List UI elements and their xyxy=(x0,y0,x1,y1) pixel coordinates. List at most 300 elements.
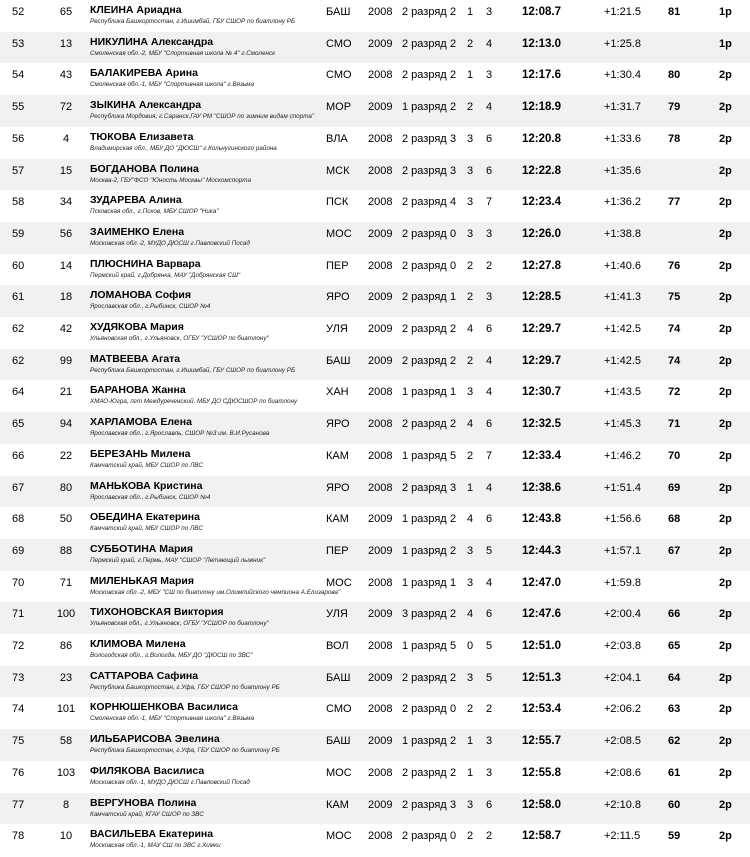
time-gap-cell: +1:43.5 xyxy=(604,386,642,399)
birth-year-cell: 2009 xyxy=(368,544,393,557)
time-gap-cell: +1:31.7 xyxy=(604,101,642,114)
place-cell: 59 xyxy=(12,227,25,240)
shooting-2-cell: 2 xyxy=(467,354,474,367)
category-cell: 2р xyxy=(719,418,732,431)
time-gap-cell: +1:40.6 xyxy=(604,259,642,272)
shooting-2-cell: 3 xyxy=(467,671,474,684)
category-cell: 2р xyxy=(719,830,732,843)
birth-year-cell: 2009 xyxy=(368,291,393,304)
shooting-2-cell: 3 xyxy=(467,798,474,811)
category-cell: 2р xyxy=(719,671,732,684)
sport-rank-cell: 2 разряд xyxy=(402,354,447,367)
points-cell: 62 xyxy=(668,735,681,748)
athlete-organization: Московская обл.-1, МУДО ДЮСШ г.Павловский Посад xyxy=(90,778,250,786)
result-time-cell: 12:08.7 xyxy=(522,6,562,18)
points-cell: 66 xyxy=(668,608,681,621)
table-row xyxy=(0,793,750,825)
shooting-1-cell: 0 xyxy=(450,259,457,272)
result-time-cell: 12:22.8 xyxy=(522,164,562,177)
athlete-name: ВЕРГУНОВА Полина xyxy=(90,796,197,809)
shooting-2-cell: 1 xyxy=(467,481,474,494)
bib-cell: 101 xyxy=(56,703,76,716)
points-cell: 61 xyxy=(668,766,681,779)
shooting-total-cell: 2 xyxy=(486,259,493,272)
shooting-total-cell: 6 xyxy=(486,418,493,431)
sport-rank-cell: 2 разряд xyxy=(402,830,447,843)
shooting-1-cell: 4 xyxy=(450,196,457,209)
result-time-cell: 12:53.4 xyxy=(522,703,562,716)
bib-cell: 58 xyxy=(59,735,73,748)
birth-year-cell: 2009 xyxy=(368,101,393,114)
points-cell: 74 xyxy=(668,354,681,367)
category-cell: 2р xyxy=(719,513,732,526)
bib-cell: 43 xyxy=(59,69,73,82)
birth-year-cell: 2008 xyxy=(368,481,393,494)
place-cell: 72 xyxy=(12,640,25,652)
athlete-name: БАЛАКИРЕВА Арина xyxy=(90,67,198,80)
category-cell: 2р xyxy=(719,703,732,716)
table-row xyxy=(0,729,750,761)
place-cell: 55 xyxy=(12,101,25,114)
shooting-total-cell: 3 xyxy=(486,69,493,82)
shooting-1-cell: 3 xyxy=(450,132,457,145)
table-row xyxy=(0,254,750,286)
points-cell: 63 xyxy=(668,703,681,716)
athlete-name: ТЮКОВА Елизавета xyxy=(90,130,194,143)
table-row xyxy=(0,539,750,571)
region-cell: СМО xyxy=(326,703,352,716)
time-gap-cell: +1:57.1 xyxy=(604,544,642,557)
category-cell: 2р xyxy=(719,291,732,304)
shooting-total-cell: 4 xyxy=(486,386,493,399)
shooting-1-cell: 1 xyxy=(450,291,457,304)
athlete-name: МАТВЕЕВА Агата xyxy=(90,352,181,365)
place-cell: 70 xyxy=(12,576,25,589)
athlete-organization: Псковская обл., г.Псков, МБУ СШОР "Ника" xyxy=(90,208,219,216)
category-cell: 2р xyxy=(719,69,732,82)
athlete-name: ОБЕДИНА Екатерина xyxy=(90,511,200,524)
athlete-organization: Вологодская обл., г.Вологда, МБУ ДО "ДЮСШ по ЗВС" xyxy=(90,652,253,659)
result-time-cell: 12:51.3 xyxy=(522,671,562,684)
table-row xyxy=(0,571,750,603)
sport-rank-cell: 2 разряд xyxy=(402,132,447,145)
athlete-organization: Владимирская обл., МБУ ДО "ДЮСШ" г.Кольчугинского района xyxy=(90,144,277,152)
place-cell: 52 xyxy=(12,6,25,18)
time-gap-cell: +2:04.1 xyxy=(604,671,642,684)
sport-rank-cell: 2 разряд xyxy=(402,69,447,82)
shooting-1-cell: 2 xyxy=(450,37,457,50)
time-gap-cell: +2:10.8 xyxy=(604,798,642,811)
sport-rank-cell: 2 разряд xyxy=(402,671,447,684)
athlete-organization: Камчатский край, МБУ СШОР по ЛВС xyxy=(90,525,203,533)
time-gap-cell: +1:21.5 xyxy=(604,6,642,18)
shooting-total-cell: 7 xyxy=(486,449,493,462)
points-cell: 65 xyxy=(668,640,681,652)
shooting-total-cell: 4 xyxy=(486,481,493,494)
table-row xyxy=(0,127,750,159)
bib-cell: 80 xyxy=(59,481,73,494)
athlete-organization: Ярославская обл., г.Рыбинск, СШОР №4 xyxy=(90,303,211,311)
shooting-total-cell: 5 xyxy=(486,671,493,684)
shooting-total-cell: 6 xyxy=(486,132,493,145)
athlete-name: ХУДЯКОВА Мария xyxy=(90,321,184,333)
table-row xyxy=(0,444,750,476)
sport-rank-cell: 2 разряд xyxy=(402,6,447,18)
sport-rank-cell: 2 разряд xyxy=(402,481,447,494)
sport-rank-cell: 2 разряд xyxy=(402,259,447,272)
sport-rank-cell: 2 разряд xyxy=(402,196,447,209)
athlete-name: КЛИМОВА Милена xyxy=(90,638,186,650)
table-row xyxy=(0,634,750,666)
shooting-total-cell: 3 xyxy=(486,735,493,748)
time-gap-cell: +1:33.6 xyxy=(604,132,642,145)
bib-cell: 71 xyxy=(59,576,73,589)
shooting-1-cell: 0 xyxy=(450,703,457,716)
sport-rank-cell: 2 разряд xyxy=(402,37,447,50)
points-cell: 76 xyxy=(668,259,681,272)
shooting-total-cell: 6 xyxy=(486,798,493,811)
points-cell: 77 xyxy=(668,196,681,209)
region-cell: МОС xyxy=(326,227,352,240)
table-row xyxy=(0,159,750,191)
sport-rank-cell: 1 разряд xyxy=(402,576,447,589)
shooting-2-cell: 3 xyxy=(467,544,474,557)
bib-cell: 88 xyxy=(59,544,73,557)
birth-year-cell: 2009 xyxy=(368,798,393,811)
athlete-organization: Пермский край, г.Добрянка, МАУ "Добрянская СШ" xyxy=(90,271,241,279)
birth-year-cell: 2008 xyxy=(368,640,393,652)
region-cell: МСК xyxy=(326,164,350,177)
athlete-name: ЛОМАНОВА София xyxy=(90,289,191,302)
points-cell: 69 xyxy=(668,481,681,494)
time-gap-cell: +1:45.3 xyxy=(604,418,642,431)
bib-cell: 14 xyxy=(59,259,73,272)
result-time-cell: 12:32.5 xyxy=(522,418,562,431)
birth-year-cell: 2008 xyxy=(368,6,393,18)
athlete-organization: Ярославская обл., г.Рыбинск, СШОР №4 xyxy=(90,493,211,501)
athlete-organization: Ярославская обл., г.Ярославль, СШОР №3 им. В.И.Русанова xyxy=(90,430,270,438)
category-cell: 2р xyxy=(719,481,732,494)
table-row xyxy=(0,63,750,95)
athlete-name: МАНЬКОВА Кристина xyxy=(90,479,203,492)
result-time-cell: 12:17.6 xyxy=(522,69,562,82)
shooting-2-cell: 3 xyxy=(467,386,474,399)
place-cell: 75 xyxy=(12,735,25,748)
athlete-name: ВАСИЛЬЕВА Екатерина xyxy=(90,828,214,841)
sport-rank-cell: 3 разряд xyxy=(402,608,447,621)
place-cell: 62 xyxy=(12,323,25,335)
birth-year-cell: 2009 xyxy=(368,608,393,621)
shooting-1-cell: 2 xyxy=(450,608,457,621)
bib-cell: 4 xyxy=(62,132,70,145)
place-cell: 69 xyxy=(12,544,25,557)
sport-rank-cell: 2 разряд xyxy=(402,418,447,431)
time-gap-cell: +1:25.8 xyxy=(604,37,642,50)
birth-year-cell: 2008 xyxy=(368,418,393,431)
shooting-total-cell: 6 xyxy=(486,164,493,177)
category-cell: 2р xyxy=(719,164,732,177)
athlete-organization: Московская обл.-2, МБУ "СШ по биатлону им.Олимпийского чемпиона А.Елизарова" xyxy=(90,588,341,596)
bib-cell: 34 xyxy=(59,196,73,209)
shooting-2-cell: 2 xyxy=(467,449,474,462)
region-cell: ЯРО xyxy=(326,291,350,304)
shooting-2-cell: 3 xyxy=(467,227,474,240)
place-cell: 61 xyxy=(12,291,25,304)
result-time-cell: 12:23.4 xyxy=(522,196,562,209)
category-cell: 2р xyxy=(719,608,732,621)
table-row xyxy=(0,761,750,793)
points-cell: 59 xyxy=(668,830,681,843)
table-row xyxy=(0,285,750,317)
birth-year-cell: 2008 xyxy=(368,69,393,82)
result-time-cell: 12:29.7 xyxy=(522,323,562,335)
sport-rank-cell: 1 разряд xyxy=(402,101,447,114)
shooting-2-cell: 4 xyxy=(467,513,474,526)
result-time-cell: 12:43.8 xyxy=(522,513,562,526)
shooting-total-cell: 6 xyxy=(486,608,493,621)
shooting-total-cell: 4 xyxy=(486,576,493,589)
region-cell: СМО xyxy=(326,69,352,82)
shooting-2-cell: 2 xyxy=(467,37,474,50)
athlete-organization: Московская обл.-2, МУДО ДЮСШ г.Павловский Посад xyxy=(90,239,250,247)
shooting-2-cell: 2 xyxy=(467,101,474,114)
athlete-name: МИЛЕНЬКАЯ Мария xyxy=(90,574,194,587)
category-cell: 2р xyxy=(719,101,732,114)
birth-year-cell: 2009 xyxy=(368,513,393,526)
category-cell: 2р xyxy=(719,576,732,589)
sport-rank-cell: 2 разряд xyxy=(402,227,447,240)
result-time-cell: 12:30.7 xyxy=(522,386,562,399)
birth-year-cell: 2008 xyxy=(368,196,393,209)
birth-year-cell: 2008 xyxy=(368,386,393,399)
time-gap-cell: +1:42.5 xyxy=(604,323,642,335)
shooting-2-cell: 2 xyxy=(467,259,474,272)
shooting-1-cell: 2 xyxy=(450,766,457,779)
birth-year-cell: 2009 xyxy=(368,735,393,748)
result-time-cell: 12:18.9 xyxy=(522,101,562,114)
place-cell: 73 xyxy=(12,671,25,684)
result-time-cell: 12:26.0 xyxy=(522,227,562,240)
bib-cell: 86 xyxy=(59,640,73,652)
bib-cell: 100 xyxy=(56,608,76,621)
shooting-1-cell: 3 xyxy=(450,798,457,811)
region-cell: КАМ xyxy=(326,449,349,462)
athlete-name: БЕРЕЗАНЬ Милена xyxy=(90,447,191,460)
place-cell: 64 xyxy=(12,386,25,399)
shooting-1-cell: 2 xyxy=(450,69,457,82)
region-cell: БАШ xyxy=(326,6,351,18)
shooting-total-cell: 4 xyxy=(486,354,493,367)
birth-year-cell: 2008 xyxy=(368,259,393,272)
category-cell: 2р xyxy=(719,766,732,779)
result-time-cell: 12:29.7 xyxy=(522,354,562,367)
time-gap-cell: +2:03.8 xyxy=(604,640,642,652)
points-cell: 60 xyxy=(668,798,681,811)
bib-cell: 15 xyxy=(59,164,73,177)
region-cell: СМО xyxy=(326,37,352,50)
shooting-2-cell: 2 xyxy=(467,830,474,843)
bib-cell: 10 xyxy=(59,830,73,843)
shooting-total-cell: 2 xyxy=(486,703,493,716)
category-cell: 2р xyxy=(719,132,732,145)
athlete-name: ФИЛЯКОВА Василиса xyxy=(90,764,205,777)
shooting-2-cell: 4 xyxy=(467,608,474,621)
region-cell: МОС xyxy=(326,576,352,589)
shooting-1-cell: 1 xyxy=(450,386,457,399)
athlete-organization: Смоленская обл.-1, МБУ "Спортивная школа" г.Вязьма xyxy=(90,715,254,723)
region-cell: БАШ xyxy=(326,735,351,748)
result-time-cell: 12:58.7 xyxy=(522,830,562,843)
category-cell: 2р xyxy=(719,640,732,652)
region-cell: ВОЛ xyxy=(326,640,349,652)
athlete-organization: Республика Башкортостан, г.Уфа, ГБУ СШОР по биатлону РБ xyxy=(90,747,280,755)
athlete-organization: Смоленская обл.-2, МБУ "Спортивная школа № 4" г.Смоленск xyxy=(90,49,276,57)
sport-rank-cell: 2 разряд xyxy=(402,291,447,304)
sport-rank-cell: 2 разряд xyxy=(402,164,447,177)
category-cell: 2р xyxy=(719,354,732,367)
sport-rank-cell: 1 разряд xyxy=(402,449,447,462)
shooting-1-cell: 2 xyxy=(450,418,457,431)
bib-cell: 65 xyxy=(59,6,73,18)
place-cell: 62 xyxy=(12,354,25,367)
bib-cell: 99 xyxy=(59,354,73,367)
bib-cell: 23 xyxy=(59,671,73,684)
sport-rank-cell: 2 разряд xyxy=(402,798,447,811)
sport-rank-cell: 1 разряд xyxy=(402,386,447,399)
result-time-cell: 12:55.7 xyxy=(522,735,562,748)
time-gap-cell: +1:36.2 xyxy=(604,196,642,209)
region-cell: ХАН xyxy=(326,386,349,399)
shooting-1-cell: 3 xyxy=(450,481,457,494)
result-time-cell: 12:47.0 xyxy=(522,576,562,589)
table-row xyxy=(0,476,750,508)
result-time-cell: 12:28.5 xyxy=(522,291,562,304)
shooting-1-cell: 2 xyxy=(450,735,457,748)
shooting-2-cell: 4 xyxy=(467,418,474,431)
birth-year-cell: 2008 xyxy=(368,132,393,145)
region-cell: ПСК xyxy=(326,196,349,209)
category-cell: 2р xyxy=(719,386,732,399)
shooting-2-cell: 0 xyxy=(467,640,474,652)
time-gap-cell: +2:08.5 xyxy=(604,735,642,748)
region-cell: УЛЯ xyxy=(326,608,348,621)
birth-year-cell: 2009 xyxy=(368,323,393,335)
bib-cell: 42 xyxy=(59,323,73,335)
result-time-cell: 12:13.0 xyxy=(522,37,562,50)
region-cell: ПЕР xyxy=(326,259,349,272)
result-time-cell: 12:47.6 xyxy=(522,608,562,621)
place-cell: 56 xyxy=(12,132,25,145)
athlete-name: ЗАИМЕНКО Елена xyxy=(90,225,185,238)
place-cell: 67 xyxy=(12,481,25,494)
region-cell: ЯРО xyxy=(326,418,350,431)
region-cell: БАШ xyxy=(326,354,351,367)
points-cell: 75 xyxy=(668,291,681,304)
bib-cell: 50 xyxy=(59,513,73,526)
region-cell: ПЕР xyxy=(326,544,349,557)
region-cell: КАМ xyxy=(326,798,349,811)
points-cell: 81 xyxy=(668,6,681,18)
sport-rank-cell: 2 разряд xyxy=(402,766,447,779)
region-cell: МОР xyxy=(326,101,352,114)
shooting-1-cell: 2 xyxy=(450,544,457,557)
points-cell: 70 xyxy=(668,449,681,462)
time-gap-cell: +1:41.3 xyxy=(604,291,642,304)
birth-year-cell: 2009 xyxy=(368,671,393,684)
region-cell: УЛЯ xyxy=(326,323,348,335)
category-cell: 2р xyxy=(719,798,732,811)
athlete-name: ИЛЬБАРИСОВА Эвелина xyxy=(90,733,220,746)
bib-cell: 56 xyxy=(59,227,73,240)
bib-cell: 21 xyxy=(59,386,73,399)
shooting-total-cell: 4 xyxy=(486,37,493,50)
sport-rank-cell: 1 разряд xyxy=(402,735,447,748)
table-row xyxy=(0,507,750,539)
athlete-organization: Пермский край, г.Пермь, МАУ "СШОР "Летающий лыжник" xyxy=(90,556,266,564)
shooting-2-cell: 2 xyxy=(467,291,474,304)
region-cell: КАМ xyxy=(326,513,349,526)
category-cell: 1р xyxy=(719,37,732,50)
table-row xyxy=(0,380,750,412)
shooting-1-cell: 2 xyxy=(450,101,457,114)
birth-year-cell: 2009 xyxy=(368,227,393,240)
time-gap-cell: +1:51.4 xyxy=(604,481,642,494)
result-time-cell: 12:55.8 xyxy=(522,766,562,779)
result-time-cell: 12:33.4 xyxy=(522,449,562,462)
shooting-2-cell: 1 xyxy=(467,735,474,748)
result-time-cell: 12:27.8 xyxy=(522,259,562,272)
table-row xyxy=(0,412,750,444)
birth-year-cell: 2008 xyxy=(368,703,393,716)
athlete-organization: Москва-2, ГБУ"ФСО "Юность Москвы" Москомспорта xyxy=(90,176,251,184)
sport-rank-cell: 1 разряд xyxy=(402,513,447,526)
place-cell: 68 xyxy=(12,513,25,526)
bib-cell: 103 xyxy=(56,766,76,779)
region-cell: МОС xyxy=(326,830,352,843)
place-cell: 60 xyxy=(12,259,25,272)
region-cell: БАШ xyxy=(326,671,351,684)
time-gap-cell: +2:08.6 xyxy=(604,766,642,779)
shooting-total-cell: 3 xyxy=(486,6,493,18)
result-time-cell: 12:20.8 xyxy=(522,132,562,145)
points-cell: 79 xyxy=(668,101,681,114)
shooting-1-cell: 2 xyxy=(450,354,457,367)
category-cell: 1р xyxy=(719,6,732,18)
athlete-organization: ХМАО-Югра, пгт Междуреченский, МБУ ДО СДЮСШОР по биатлону xyxy=(90,398,298,406)
table-row xyxy=(0,0,750,32)
athlete-organization: Республика Мордовия, г.Саранск,ГАУ РМ "СШОР по зимним видам спорта" xyxy=(90,113,315,121)
bib-cell: 22 xyxy=(59,449,73,462)
result-time-cell: 12:58.0 xyxy=(522,798,562,811)
place-cell: 77 xyxy=(12,798,25,811)
shooting-1-cell: 5 xyxy=(450,640,457,652)
points-cell: 67 xyxy=(668,544,681,557)
athlete-organization: Камчатский край, МБУ СШОР по ЛВС xyxy=(90,461,203,469)
athlete-organization: Республика Башкортостан, г.Уфа, ГБУ СШОР по биатлону РБ xyxy=(90,683,280,691)
shooting-2-cell: 1 xyxy=(467,69,474,82)
category-cell: 2р xyxy=(719,323,732,335)
category-cell: 2р xyxy=(719,259,732,272)
athlete-organization: Республика Башкортостан, г.Ишимбай, ГБУ СШОР по биатлону РБ xyxy=(90,366,296,374)
shooting-2-cell: 3 xyxy=(467,132,474,145)
place-cell: 65 xyxy=(12,418,25,431)
table-row xyxy=(0,317,750,349)
shooting-total-cell: 7 xyxy=(486,196,493,209)
time-gap-cell: +1:38.8 xyxy=(604,227,642,240)
birth-year-cell: 2008 xyxy=(368,766,393,779)
table-row xyxy=(0,222,750,254)
time-gap-cell: +1:46.2 xyxy=(604,449,642,462)
